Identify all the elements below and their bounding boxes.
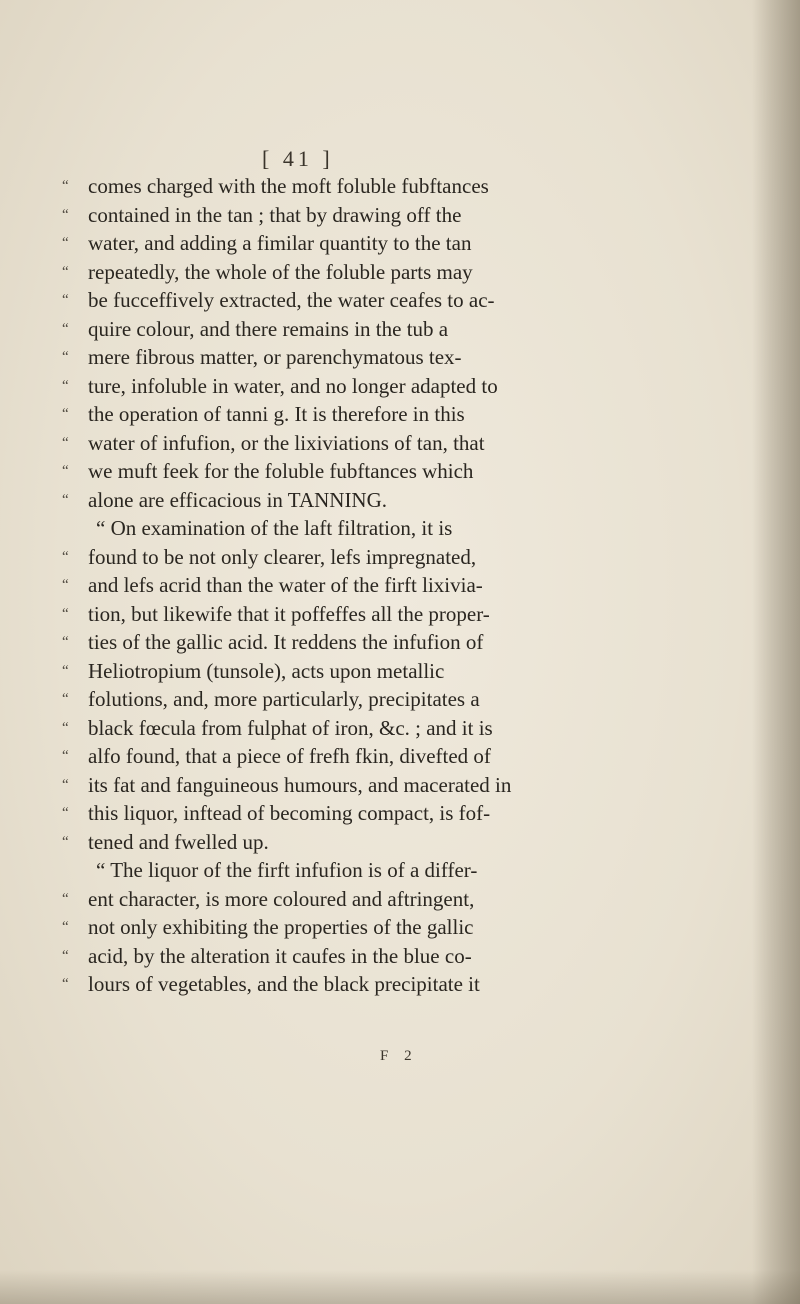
quote-mark: “ xyxy=(62,406,69,422)
line-text: lours of vegetables, and the black precipitate it xyxy=(88,972,480,996)
line-text: its fat and fanguineous humours, and macerated in xyxy=(88,772,512,797)
text-line xyxy=(62,714,774,743)
body-text xyxy=(62,172,774,999)
quote-mark: “ xyxy=(62,634,69,650)
line-text: Heliotropium (tunsole), acts upon metallic xyxy=(88,658,445,683)
text-line xyxy=(62,628,774,657)
text-line xyxy=(62,400,774,429)
text-line xyxy=(62,172,774,201)
quote-mark: “ xyxy=(62,320,69,337)
text-line xyxy=(62,742,774,771)
quote-mark: “ xyxy=(62,691,69,707)
line-text: the operation of tanni g. It is therefore in this xyxy=(88,402,465,426)
line-text: ent character, is more coloured and aftringent, xyxy=(88,886,475,911)
text-line xyxy=(62,771,774,800)
text-line xyxy=(62,372,774,401)
signature-mark: F 2 xyxy=(380,1048,418,1064)
line-text: and lefs acrid than the water of the firft lixivia- xyxy=(88,573,483,597)
line-text: ture, infoluble in water, and no longer adapted to xyxy=(88,373,498,398)
line-text: tened and fwelled up. xyxy=(88,829,269,854)
line-text: quire colour, and there remains in the tub a xyxy=(88,316,449,341)
line-text: water of infufion, or the lixiviations of tan, that xyxy=(88,430,485,455)
line-text: “ On examination of the laft filtration, it is xyxy=(96,516,453,540)
quote-mark: “ xyxy=(62,491,69,508)
quote-mark: “ xyxy=(62,976,69,992)
text-line xyxy=(62,685,774,714)
line-text: repeatedly, the whole of the foluble parts may xyxy=(88,259,473,284)
text-line xyxy=(62,970,774,999)
text-line xyxy=(62,657,774,686)
line-text: tion, but likewife that it poffeffes all the proper- xyxy=(88,601,490,626)
text-line xyxy=(62,828,774,857)
text-line xyxy=(62,913,774,942)
text-line xyxy=(62,543,774,572)
quote-mark: “ xyxy=(62,748,69,764)
line-text: “ The liquor of the firft infufion is of a differ- xyxy=(96,858,478,882)
line-text: water, and adding a fimilar quantity to the tan xyxy=(88,231,472,255)
line-text: folutions, and, more particularly, precipitates a xyxy=(88,687,480,711)
line-text: alfo found, that a piece of frefh fkin, divefted of xyxy=(88,744,491,768)
line-text: found to be not only clearer, lefs impregnated, xyxy=(88,544,477,569)
line-text: this liquor, inftead of becoming compact, is fof- xyxy=(88,801,491,825)
text-line xyxy=(62,486,774,515)
quote-mark: “ xyxy=(62,463,69,479)
text-line xyxy=(62,856,774,885)
text-line xyxy=(62,258,774,287)
text-line xyxy=(62,201,774,230)
line-text: not only exhibiting the properties of the gallic xyxy=(88,915,474,939)
quote-mark: “ xyxy=(62,605,69,622)
line-text: black fœcula from fulphat of iron, &c. ; and it is xyxy=(88,715,493,740)
quote-mark: “ xyxy=(62,235,69,251)
quote-mark: “ xyxy=(62,947,69,964)
quote-mark: “ xyxy=(62,805,69,821)
text-line xyxy=(62,514,774,543)
line-text: alone are efficacious in TANNING. xyxy=(88,487,388,512)
text-line xyxy=(62,315,774,344)
quote-mark: “ xyxy=(62,548,69,565)
text-line xyxy=(62,457,774,486)
page-number: [ 41 ] xyxy=(262,146,334,171)
line-text: acid, by the alteration it caufes in the blue co- xyxy=(88,943,472,968)
text-line xyxy=(62,885,774,914)
line-text: comes charged with the moft foluble fubftances xyxy=(88,174,489,198)
quote-mark: “ xyxy=(62,719,69,736)
quote-mark: “ xyxy=(62,292,69,308)
text-line xyxy=(62,229,774,258)
text-line xyxy=(62,286,774,315)
line-text: we muft feek for the foluble fubftances which xyxy=(88,459,474,483)
text-line xyxy=(62,571,774,600)
quote-mark: “ xyxy=(62,890,69,907)
text-line xyxy=(62,799,774,828)
quote-mark: “ xyxy=(62,919,69,935)
line-text: ties of the gallic acid. It reddens the infufion of xyxy=(88,630,484,654)
quote-mark: “ xyxy=(62,833,69,850)
quote-mark: “ xyxy=(62,206,69,223)
text-line xyxy=(62,429,774,458)
quote-mark: “ xyxy=(62,178,69,194)
text-line xyxy=(62,343,774,372)
quote-mark: “ xyxy=(62,434,69,451)
quote-mark: “ xyxy=(62,776,69,793)
line-text: be fucceffively extracted, the water ceafes to ac- xyxy=(88,288,495,312)
text-line xyxy=(62,942,774,971)
text-line xyxy=(62,600,774,629)
line-text: contained in the tan ; that by drawing off the xyxy=(88,202,462,227)
quote-mark: “ xyxy=(62,577,69,593)
page-bottom-edge xyxy=(0,1270,800,1304)
quote-mark: “ xyxy=(62,662,69,679)
quote-mark: “ xyxy=(62,377,69,394)
quote-mark: “ xyxy=(62,349,69,365)
quote-mark: “ xyxy=(62,263,69,280)
line-text: mere fibrous matter, or parenchymatous tex- xyxy=(88,345,462,369)
